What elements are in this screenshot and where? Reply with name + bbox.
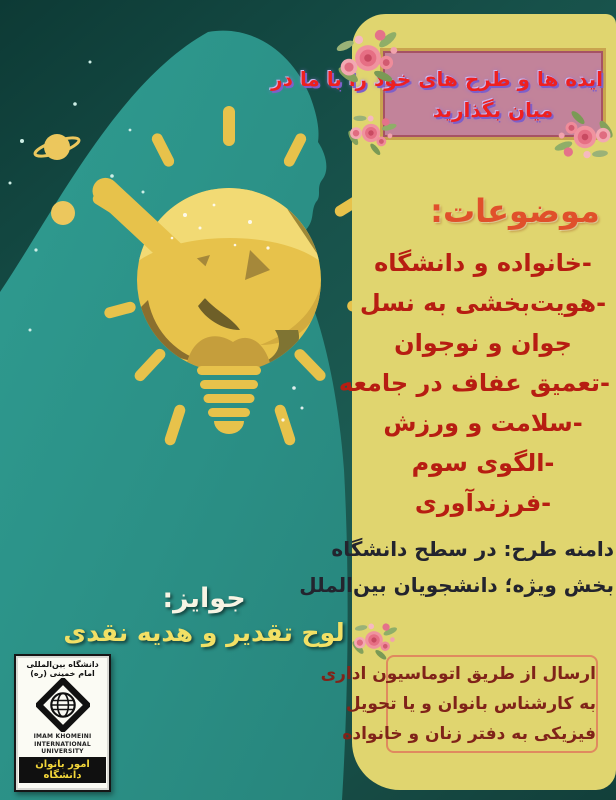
topic-item: جوان و نوجوان xyxy=(394,329,572,357)
logo-latin-line-2: INTERNATIONAL UNIVERSITY xyxy=(34,741,91,755)
announcement-line-2: میان بگذارید xyxy=(432,97,554,122)
topic-item: -هویت‌بخشی به نسل xyxy=(359,289,607,317)
announcement-line-1: ایده ها و طرح های خود را با ما در xyxy=(271,66,603,91)
topic-item: -سلامت و ورزش xyxy=(383,409,583,437)
scope-line-2: بخش ویژه؛ دانشجویان بین‌الملل xyxy=(299,573,614,597)
submission-line-2: به کارشناس بانوان و یا تحویل xyxy=(345,694,596,714)
submission-line-1: ارسال از طریق اتوماسیون اداری xyxy=(320,664,596,684)
submission-line-3: فیزیکی به دفتر زنان و خانواده xyxy=(342,724,596,744)
logo-calligraphy: دانشگاه بین‌المللی امام خمینی (ره) xyxy=(26,660,99,678)
topics-list xyxy=(338,243,610,523)
scope-line-1: دامنه طرح: در سطح دانشگاه xyxy=(331,537,614,561)
topic-item: -تعمیق عفاف در جامعه xyxy=(338,369,610,397)
globe-emblem-icon xyxy=(36,678,90,732)
flower-icon xyxy=(330,20,406,96)
submission-box xyxy=(320,655,598,753)
topic-item: -فرزندآوری xyxy=(414,489,552,517)
prizes-value: لوح تقدیر و هدیه نقدی xyxy=(63,618,345,647)
topic-item: -خانواده و دانشگاه xyxy=(374,249,592,277)
topic-item: -الگوی سوم xyxy=(411,449,555,477)
logo-latin-line-1: IMAM KHOMEINI xyxy=(33,733,92,740)
scope-section xyxy=(299,531,614,603)
prizes-label: جوایز: xyxy=(162,583,246,614)
topics-heading: موضوعات: xyxy=(430,192,600,230)
logo-banner: امور بانوان دانشگاه xyxy=(19,757,106,783)
prizes-section xyxy=(58,583,350,647)
university-logo xyxy=(14,654,111,792)
